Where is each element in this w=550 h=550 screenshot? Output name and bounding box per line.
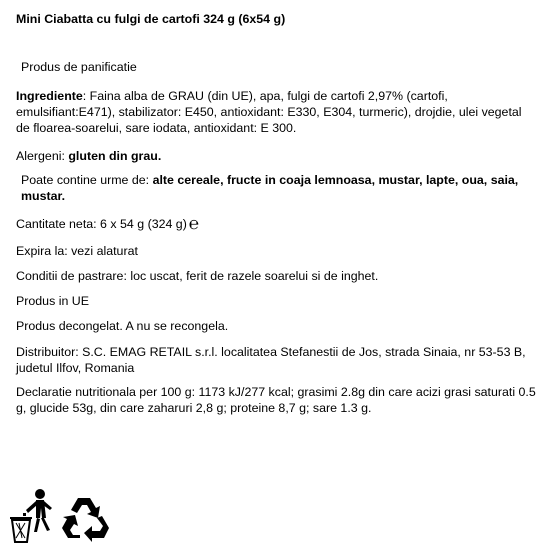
origin-text: Produs in UE (16, 294, 90, 308)
ingredients-text: : Faina alba de GRAU (din UE), apa, fulgi de cartofi 2,97% (cartofi, emulsifiant:E471), stabilizator: E450, antioxidant: E330, E304, turmeric), drojdie, ulei vegetal de floarea-soarelui, sare iodata, antioxidant: E 300. (16, 89, 522, 135)
product-title: Mini Ciabatta cu fulgi de cartofi 324 g (6x54 g) (16, 12, 286, 26)
storage-text: Conditii de pastrare: loc uscat, ferit de razele soarelui si de inghet. (16, 269, 379, 283)
net-quantity-paragraph (16, 216, 538, 232)
nutrition-text: Declaratie nutritionala per 100 g: 1173 kJ/277 kcal; grasimi 2.8g din care acizi grasi saturati 0.5 g, glucide 53g, din care zaharuri 2,8 g; proteine 8,7 g; sare 1.3 g. (16, 385, 536, 415)
allergens-paragraph (16, 148, 538, 164)
allergens-label: Alergeni: (16, 149, 69, 163)
traces-paragraph (21, 172, 538, 204)
allergens-value: gluten din grau. (68, 149, 162, 163)
net-quantity-text: Cantitate neta: 6 x 54 g (324 g) (16, 217, 187, 231)
tidyman-icon (6, 488, 56, 544)
disposal-icons (6, 488, 112, 544)
traces-value: alte cereale, fructe in coaja lemnoasa, mustar, lapte, oua, saia, mustar. (21, 173, 519, 203)
distributor-text: Distribuitor: S.C. EMAG RETAIL s.r.l. localitatea Stefanestii de Jos, strada Sinaia, nr 53-53 B, judetul Ilfov, Romania (16, 345, 526, 375)
estimated-sign-icon: ℮ (188, 214, 200, 233)
ingredients-paragraph (16, 88, 538, 136)
ingredients-label: Ingrediente (16, 89, 83, 103)
recycle-icon (60, 494, 112, 544)
traces-label: Poate contine urme de: (21, 173, 153, 187)
expiry-text: Expira la: vezi alaturat (16, 244, 138, 258)
product-category: Produs de panificatie (21, 60, 137, 74)
frozen-notice-text: Produs decongelat. A nu se recongela. (16, 319, 229, 333)
